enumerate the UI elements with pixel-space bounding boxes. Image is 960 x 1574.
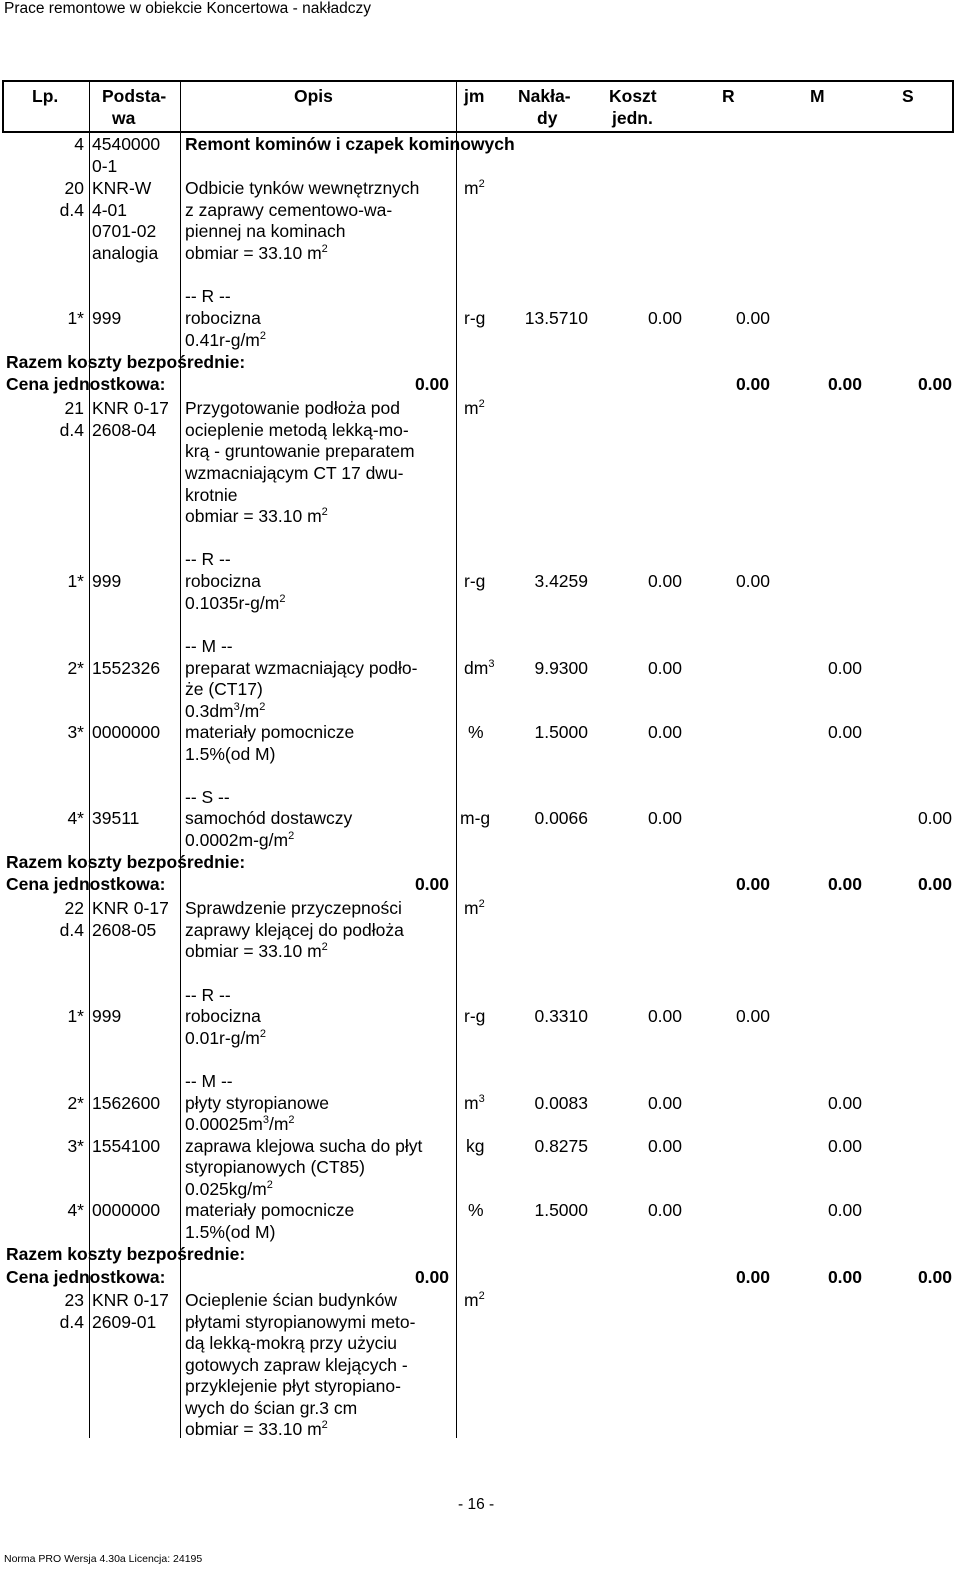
position-section: d.4 [59,1312,84,1332]
resource-jm: % [468,722,484,742]
unit-price-m: 0.00 [827,374,862,394]
position-description-line: zaprawy klejącej do podłoża [185,920,404,940]
superscript: 2 [288,1114,295,1126]
unit-text: m [464,1290,479,1310]
position-basis-line: KNR-W [92,178,152,198]
header-top-rule [2,80,954,82]
position-section: d.4 [59,200,84,220]
position-unit [464,178,485,199]
obmiar-text: obmiar = 33.10 m [185,941,322,961]
resource-code: 1562600 [92,1093,161,1113]
unit-price-m: 0.00 [827,1267,862,1287]
col-separator-lp [89,82,90,1438]
unit-price-total: 0.00 [414,374,449,394]
position-basis-line: KNR 0-17 [92,898,169,918]
resource-quantity: 1.5000 [534,722,588,742]
position-basis-line: analogia [92,243,159,263]
resource-jm [464,1093,485,1114]
resource-name: płyty styropianowe [185,1093,329,1113]
position-basis-line: KNR 0-17 [92,398,169,418]
resource-name-cont: styropianowych (CT85) [185,1157,365,1177]
resource-code: 1552326 [92,658,161,678]
resource-unit-price: 0.00 [647,658,682,678]
col-separator-desc [456,82,457,1438]
position-description-line: gotowych zapraw klejących - [185,1355,408,1375]
resource-number: 2* [67,1093,84,1113]
norm-text: 0.1035r-g/m [185,593,280,613]
table-right-rule [952,80,954,133]
unit-price-s: 0.00 [917,1267,952,1287]
resource-norm: 1.5%(od M) [185,744,276,764]
resource-norm: 1.5%(od M) [185,1222,276,1242]
jm-text: dm [464,658,489,678]
resource-m-value: 0.00 [827,658,862,678]
col-header-podstawa-line2: wa [112,108,136,128]
resource-norm [185,330,266,351]
resource-unit-price: 0.00 [647,1136,682,1156]
resource-quantity: 13.5710 [524,308,588,328]
position-basis-line: 4-01 [92,200,128,220]
resource-quantity: 0.3310 [534,1006,588,1026]
col-separator-basis [180,82,181,1438]
position-description-line: krotnie [185,485,238,505]
position-lp: 20 [64,178,84,198]
resource-quantity: 1.5000 [534,1200,588,1220]
norm-per-unit: /m [239,701,260,721]
position-unit [464,1290,485,1311]
unit-price-r: 0.00 [735,1267,770,1287]
resource-code: 1554100 [92,1136,161,1156]
resource-s-value: 0.00 [917,808,952,828]
position-description-line: dą lekką-mokrą przy użyciu [185,1333,398,1353]
resource-norm [185,830,294,851]
position-basis-line: KNR 0-17 [92,1290,169,1310]
norm-per-unit: /m [268,1114,289,1134]
position-description-line: Sprawdzenie przyczepności [185,898,402,918]
col-header-r: R [722,86,735,106]
resource-category: -- S -- [185,787,230,807]
norm-text: 0.01r-g/m [185,1028,260,1048]
resource-number: 1* [67,308,84,328]
page-number: - 16 - [458,1496,495,1513]
unit-price-s: 0.00 [917,374,952,394]
resource-number: 3* [67,1136,84,1156]
resource-category: -- R -- [185,985,231,1005]
resource-name: robocizna [185,1006,261,1026]
superscript: 2 [259,330,267,342]
resource-name: samochód dostawczy [185,808,353,828]
unit-price-total: 0.00 [414,874,449,894]
resource-unit-price: 0.00 [647,308,682,328]
resource-number: 4* [67,808,84,828]
resource-quantity: 0.0066 [534,808,588,828]
resource-jm [464,658,494,679]
resource-code: 999 [92,1006,122,1026]
superscript: 2 [321,506,328,518]
resource-norm [185,701,265,722]
position-description-line: z zaprawy cementowo-wa- [185,200,393,220]
unit-text: m [464,398,479,418]
superscript: 2 [259,1028,267,1040]
unit-price-label: Cena jednostkowa: [6,874,166,894]
position-lp: 21 [64,398,84,418]
resource-quantity: 3.4259 [534,571,588,591]
position-obmiar [185,1419,328,1440]
resource-unit-price: 0.00 [647,571,682,591]
position-unit [464,398,485,419]
chapter-lp: 4 [74,134,84,154]
unit-price-r: 0.00 [735,874,770,894]
resource-norm [185,1028,266,1049]
resource-r-value: 0.00 [735,308,770,328]
col-header-naklady-line2: dy [537,108,558,128]
col-header-naklady-line1: Nakła- [518,86,571,106]
superscript: 3 [488,658,495,670]
col-header-koszt-line2: jedn. [612,108,653,128]
resource-jm: kg [466,1136,485,1156]
superscript: 2 [259,701,266,713]
resource-m-value: 0.00 [827,1093,862,1113]
position-description-line: krą - gruntowanie preparatem [185,441,415,461]
col-header-m: M [810,86,825,106]
resource-unit-price: 0.00 [647,808,682,828]
position-description-line: ocieplenie metodą lekką-mo- [185,420,409,440]
col-header-opis: Opis [294,86,333,106]
resource-code: 999 [92,571,122,591]
resource-unit-price: 0.00 [647,722,682,742]
resource-number: 1* [67,1006,84,1026]
resource-number: 3* [67,722,84,742]
resource-unit-price: 0.00 [647,1006,682,1026]
document-title: Prace remontowe w obiekcie Koncertowa - nakładczy [4,0,372,17]
resource-norm [185,1114,295,1135]
unit-price-r: 0.00 [735,374,770,394]
obmiar-text: obmiar = 33.10 m [185,506,322,526]
resource-quantity: 9.9300 [534,658,588,678]
superscript: 2 [321,243,328,255]
resource-code: 0000000 [92,722,161,742]
superscript: 2 [321,1419,328,1431]
obmiar-text: obmiar = 33.10 m [185,243,322,263]
resource-category: -- R -- [185,286,231,306]
direct-costs-label: Razem koszty bezpośrednie: [6,852,246,872]
col-header-jm: jm [464,86,485,106]
superscript: 2 [266,1179,273,1191]
resource-quantity: 0.0083 [534,1093,588,1113]
norm-text: 0.025kg/m [185,1179,267,1199]
superscript: 2 [478,898,485,910]
resource-r-value: 0.00 [735,1006,770,1026]
resource-jm: r-g [464,308,486,328]
position-basis-line: 2609-01 [92,1312,157,1332]
resource-unit-price: 0.00 [647,1200,682,1220]
position-description-line: wzmacniającym CT 17 dwu- [185,463,404,483]
resource-m-value: 0.00 [827,1200,862,1220]
position-obmiar [185,243,328,264]
direct-costs-label: Razem koszty bezpośrednie: [6,352,246,372]
resource-jm: m-g [460,808,491,828]
position-lp: 22 [64,898,84,918]
superscript: 3 [233,701,240,713]
norm-text: 0.41r-g/m [185,330,260,350]
direct-costs-label: Razem koszty bezpośrednie: [6,1244,246,1264]
position-basis-line: 2608-04 [92,420,157,440]
resource-m-value: 0.00 [827,1136,862,1156]
chapter-title: Remont kominów i czapek kominowych [185,134,515,154]
position-description-line: płytami styropianowymi meto- [185,1312,416,1332]
col-header-podstawa-line1: Podsta- [102,86,167,106]
resource-category: -- M -- [185,1071,233,1091]
resource-norm [185,1179,273,1200]
chapter-basis-line2: 0-1 [92,156,118,176]
position-lp: 23 [64,1290,84,1310]
superscript: 2 [478,1290,485,1302]
resource-norm [185,593,285,614]
position-basis-line: 2608-05 [92,920,157,940]
norm-text: 0.00025m [185,1114,263,1134]
position-description-line: piennej na kominach [185,221,346,241]
unit-price-s: 0.00 [917,874,952,894]
position-description-line: wych do ścian gr.3 cm [185,1398,358,1418]
resource-unit-price: 0.00 [647,1093,682,1113]
unit-price-label: Cena jednostkowa: [6,1267,166,1287]
position-unit [464,898,485,919]
position-description-line: Ocieplenie ścian budynków [185,1290,398,1310]
software-footer: Norma PRO Wersja 4.30a Licencja: 24195 [4,1553,203,1565]
position-section: d.4 [59,920,84,940]
norm-text: 0.0002m-g/m [185,830,289,850]
unit-text: m [464,178,479,198]
jm-text: m [464,1093,479,1113]
col-header-lp: Lp. [32,86,59,106]
resource-number: 2* [67,658,84,678]
obmiar-text: obmiar = 33.10 m [185,1419,322,1439]
chapter-basis-line1: 4540000 [92,134,161,154]
superscript: 2 [288,830,295,842]
position-description-line: Odbicie tynków wewnętrznych [185,178,420,198]
resource-name: preparat wzmacniający podło- [185,658,418,678]
resource-jm: r-g [464,1006,486,1026]
position-section: d.4 [59,420,84,440]
resource-name: materiały pomocnicze [185,722,355,742]
resource-name: materiały pomocnicze [185,1200,355,1220]
norm-text: 0.3dm [185,701,234,721]
resource-code: 0000000 [92,1200,161,1220]
resource-name: robocizna [185,571,261,591]
resource-number: 4* [67,1200,84,1220]
superscript: 3 [262,1114,269,1126]
col-header-s: S [902,86,914,106]
resource-number: 1* [67,571,84,591]
resource-name-cont: że (CT17) [185,679,263,699]
superscript: 2 [279,593,286,605]
position-description-line: przyklejenie płyt styropiano- [185,1376,401,1396]
superscript: 3 [478,1093,485,1105]
superscript: 2 [321,941,328,953]
header-bottom-rule [2,131,954,133]
superscript: 2 [478,178,485,190]
resource-jm: % [468,1200,484,1220]
resource-m-value: 0.00 [827,722,862,742]
unit-price-label: Cena jednostkowa: [6,374,166,394]
resource-jm: r-g [464,571,486,591]
unit-text: m [464,898,479,918]
table-left-rule [2,80,4,133]
resource-name: robocizna [185,308,261,328]
position-obmiar [185,941,328,962]
position-obmiar [185,506,328,527]
resource-name: zaprawa klejowa sucha do płyt [185,1136,423,1156]
resource-quantity: 0.8275 [534,1136,588,1156]
unit-price-m: 0.00 [827,874,862,894]
unit-price-total: 0.00 [414,1267,449,1287]
position-basis-line: 0701-02 [92,221,157,241]
resource-r-value: 0.00 [735,571,770,591]
superscript: 2 [478,398,485,410]
resource-code: 999 [92,308,122,328]
col-header-koszt-line1: Koszt [609,86,657,106]
resource-code: 39511 [92,808,140,828]
resource-category: -- R -- [185,549,231,569]
position-description-line: Przygotowanie podłoża pod [185,398,401,418]
resource-category: -- M -- [185,636,233,656]
